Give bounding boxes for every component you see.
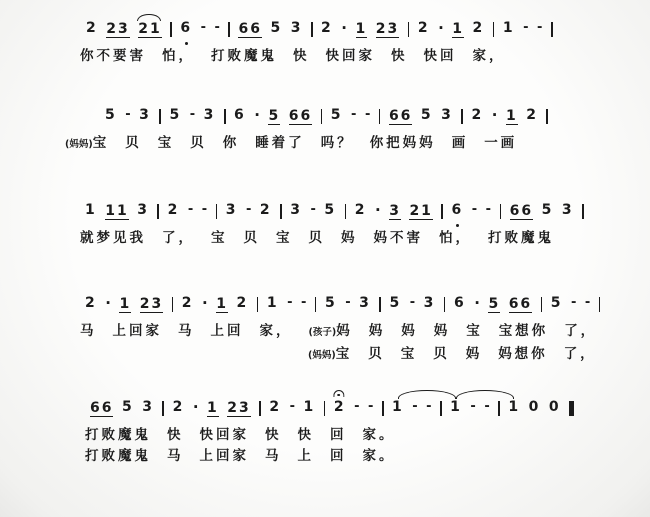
lyric-chunk: 妈	[465, 346, 483, 362]
barline	[599, 297, 601, 312]
note: 3	[290, 202, 302, 218]
notation-row	[85, 285, 650, 313]
lyric-chunk: 妈不害	[373, 230, 423, 246]
lyric-chunk: 妈想你	[498, 346, 548, 362]
barline	[280, 204, 282, 219]
barline	[379, 297, 381, 312]
note: 23	[139, 295, 164, 312]
lyric-chunk: 打败魔鬼	[85, 448, 151, 464]
note: 66	[509, 202, 534, 219]
lyric-chunk: 贝	[308, 230, 325, 246]
lyric-chunk: 了，	[563, 346, 597, 362]
barline	[162, 401, 164, 416]
barline	[551, 22, 553, 37]
barline	[170, 22, 172, 37]
barline	[216, 204, 218, 219]
lyric-chunk: 家。	[362, 427, 396, 443]
note: 3	[389, 202, 401, 219]
extension-dash: -	[470, 399, 476, 414]
note: 5	[330, 107, 343, 123]
barline	[546, 109, 548, 124]
lyric-chunk: 回	[330, 448, 347, 464]
lyric-chunk: 你	[222, 135, 240, 151]
lyric-chunk: 宝	[400, 346, 418, 362]
barline	[441, 204, 443, 219]
note: 66	[388, 107, 413, 124]
note: 1	[505, 107, 518, 124]
lyric-chunk: 马	[178, 323, 195, 339]
extension-dash: -	[289, 399, 296, 414]
note: 5	[324, 295, 337, 311]
extension-dash: -	[214, 20, 220, 35]
note: 2	[471, 107, 484, 123]
role-label: (孩子)	[308, 327, 337, 338]
note: 2	[167, 202, 180, 218]
extension-dash: -	[584, 295, 591, 310]
barline	[259, 401, 261, 416]
lyric-chunk: 上	[297, 448, 314, 464]
note: 2	[417, 20, 430, 36]
barline	[440, 401, 442, 416]
note: 23	[375, 20, 400, 37]
extension-dash: -	[187, 202, 194, 217]
note: 2	[321, 20, 333, 36]
note: 3	[423, 295, 436, 311]
music-system	[80, 192, 650, 247]
note: 2	[181, 295, 194, 311]
note: 1	[502, 20, 515, 36]
lyric-chunk: 贝	[433, 346, 450, 362]
note: 21	[409, 202, 433, 219]
note: 1	[452, 20, 465, 37]
extension-dash: -	[245, 202, 252, 217]
note: 5	[420, 107, 433, 123]
lyric-chunk: 一画	[484, 135, 518, 151]
augmentation-dot: ·	[491, 106, 498, 124]
note: 2	[269, 399, 282, 415]
note: 2	[172, 399, 185, 415]
barline	[408, 22, 410, 37]
extension-dash: -	[471, 202, 478, 217]
lyric-chunk: 你不要害	[80, 48, 146, 64]
augmentation-dot: ·	[341, 19, 347, 37]
lyric-chunk: 贝	[125, 135, 142, 151]
lyric-chunk: 妈	[341, 230, 358, 246]
barline	[345, 204, 347, 219]
lyric-chunk: 家，	[472, 48, 506, 64]
note: 2	[472, 20, 485, 36]
augmentation-dot: ·	[254, 106, 260, 124]
tie-arc	[398, 390, 456, 399]
note: 5	[324, 202, 337, 218]
note: 5	[268, 107, 281, 124]
fermata-icon	[333, 390, 344, 397]
lyric-row	[80, 322, 650, 342]
note: 3	[441, 107, 453, 123]
barline	[382, 401, 384, 416]
lyric-chunk: 宝想你	[498, 323, 549, 339]
extension-dash: -	[364, 107, 371, 122]
extension-dash: -	[412, 399, 418, 414]
extension-dash: -	[125, 107, 131, 122]
music-system	[80, 389, 650, 465]
lyric-chunk: 上回家	[199, 448, 249, 464]
barline	[500, 204, 502, 219]
barline	[498, 401, 500, 416]
note: 5	[541, 202, 554, 218]
note: 6	[180, 21, 192, 38]
barline	[311, 22, 313, 37]
lyric-chunk: 快	[293, 48, 310, 64]
lyric-chunk: 宝	[211, 230, 228, 246]
music-system	[80, 10, 650, 65]
augmentation-dot: ·	[192, 398, 199, 416]
lyric-chunk: 怕，	[439, 230, 472, 246]
note: 5	[105, 107, 117, 123]
note: 5	[169, 107, 182, 123]
lyric-chunk: 妈	[433, 323, 451, 339]
lyric-chunk: 宝	[157, 135, 175, 151]
extension-dash: -	[189, 107, 196, 122]
barline	[461, 109, 463, 124]
note: 2	[86, 20, 98, 36]
note: 1	[392, 399, 404, 415]
lyric-chunk: 打败魔鬼	[85, 427, 151, 443]
note: 1	[355, 20, 368, 37]
lyric-chunk: (妈妈)宝	[308, 346, 353, 362]
lyric-chunk: 宝	[466, 323, 483, 339]
lyric-chunk: 回	[330, 427, 347, 443]
extension-dash: -	[484, 399, 490, 414]
note: 2	[334, 400, 346, 417]
note: 3	[137, 202, 149, 218]
lyric-chunk: 快回家	[199, 427, 249, 443]
extension-dash: -	[287, 295, 293, 310]
music-system	[80, 285, 650, 365]
lyric-chunk: 你把妈妈	[369, 135, 436, 151]
extension-dash: -	[426, 399, 432, 414]
lyric-row	[80, 229, 650, 247]
note: 3	[290, 20, 303, 36]
note: 66	[288, 107, 313, 124]
extension-dash: -	[200, 20, 206, 35]
barline	[257, 297, 259, 312]
extension-dash: -	[310, 202, 316, 217]
extension-dash: -	[300, 295, 307, 310]
lyric-chunk: 打败魔鬼	[488, 230, 554, 246]
extension-dash: -	[201, 202, 208, 217]
note: 0	[528, 399, 541, 415]
note: 1	[508, 399, 521, 415]
lyric-chunk: 家，	[259, 323, 293, 339]
note: 66	[238, 20, 262, 37]
note: 3	[139, 107, 151, 123]
barline	[159, 109, 161, 124]
note: 1	[450, 399, 462, 415]
lyric-chunk: 吗？	[320, 135, 354, 151]
lyric-chunk: 快	[265, 427, 282, 443]
lyric-row	[85, 447, 650, 465]
note: 6	[234, 107, 246, 123]
lyric-chunk: 快回	[423, 48, 457, 64]
lyric-chunk: 马	[265, 448, 282, 464]
lyric-chunk: 了，	[564, 323, 598, 339]
note: 1	[85, 202, 97, 218]
lyric-chunk: 快	[391, 48, 408, 64]
note: 23	[106, 20, 130, 37]
lyric-chunk: 马	[167, 448, 184, 464]
role-label: (妈妈)	[308, 350, 336, 361]
barline	[493, 22, 495, 37]
note: 66	[90, 399, 114, 416]
final-barline	[569, 401, 574, 416]
note: 23	[227, 399, 251, 416]
barline	[315, 297, 317, 312]
lyric-chunk: 快回家	[325, 48, 375, 64]
note: 3	[203, 107, 216, 123]
augmentation-dot: ·	[105, 294, 111, 312]
barline	[379, 109, 381, 124]
lyric-chunk: 快	[167, 427, 184, 443]
note: 2	[526, 107, 538, 123]
lyric-chunk: 睡着了	[255, 135, 305, 151]
note: 1	[119, 295, 132, 312]
note: 2	[85, 295, 97, 311]
note: 1	[216, 295, 228, 312]
lyric-chunk: 就梦见我	[80, 230, 146, 246]
tie-arc	[456, 390, 514, 399]
role-label: (妈妈)	[65, 139, 93, 150]
lyric-chunk: 贝	[190, 135, 207, 151]
note: 0	[548, 399, 561, 415]
augmentation-dot: ·	[374, 201, 381, 219]
note: 5	[121, 399, 134, 415]
barline	[541, 297, 543, 312]
notation-row	[90, 389, 650, 417]
note: 6	[453, 295, 466, 311]
extension-dash: -	[354, 399, 360, 414]
lyric-row	[308, 345, 650, 365]
note: 2	[354, 202, 367, 218]
lyric-chunk: 画	[451, 135, 469, 151]
note: 1	[266, 295, 279, 311]
note: 3	[359, 295, 371, 311]
extension-dash: -	[571, 295, 577, 310]
note: 1	[303, 399, 316, 415]
lyric-chunk: 上回	[210, 323, 244, 339]
note: 3	[561, 202, 574, 218]
note: 3	[142, 399, 154, 415]
lyric-chunk: 宝	[276, 230, 293, 246]
lyric-row	[85, 426, 650, 444]
note: 5	[389, 295, 402, 311]
lyric-chunk: 了，	[162, 230, 195, 246]
lyric-chunk: 贝	[368, 346, 385, 362]
barline	[582, 204, 584, 219]
note: 2	[259, 202, 272, 218]
barline	[172, 297, 174, 312]
extension-dash: -	[409, 295, 416, 310]
barline	[157, 204, 159, 219]
lyric-chunk: 家。	[362, 448, 396, 464]
augmentation-dot: ·	[474, 294, 480, 312]
lyric-chunk: 马	[80, 323, 97, 339]
note: 3	[225, 202, 238, 218]
notation-row	[85, 192, 650, 220]
note: 5	[488, 295, 501, 312]
lyric-row	[65, 134, 650, 154]
note: 21	[138, 20, 162, 37]
barline	[224, 109, 226, 124]
barline	[444, 297, 446, 312]
low-octave-dot-icon	[185, 42, 188, 45]
augmentation-dot: ·	[202, 294, 208, 312]
lyric-chunk: 妈	[368, 323, 386, 339]
extension-dash: -	[368, 399, 374, 414]
extension-dash: -	[345, 295, 351, 310]
lyric-chunk: (孩子)妈	[308, 323, 353, 339]
notation-row	[86, 10, 650, 38]
lyric-chunk: (妈妈)宝	[65, 135, 110, 151]
lyric-chunk: 怕，	[162, 48, 195, 64]
notation-row	[105, 97, 650, 125]
extension-dash: -	[485, 202, 492, 217]
extension-dash: -	[351, 107, 357, 122]
note: 5	[270, 20, 283, 36]
note: 5	[550, 295, 563, 311]
barline	[324, 401, 326, 416]
note: 66	[508, 295, 533, 312]
note: 1	[207, 399, 219, 416]
note: 2	[236, 295, 249, 311]
lyric-chunk: 贝	[243, 230, 260, 246]
lyric-chunk: 打败魔鬼	[211, 48, 277, 64]
extension-dash: -	[523, 20, 529, 35]
barline	[228, 22, 230, 37]
music-system	[65, 97, 650, 154]
note: 6	[452, 203, 464, 220]
low-octave-dot-icon	[456, 224, 459, 227]
augmentation-dot: ·	[438, 19, 444, 37]
note: 11	[105, 202, 129, 219]
barline	[321, 109, 323, 124]
lyric-chunk: 快	[297, 427, 314, 443]
lyric-chunk: 上回家	[112, 323, 162, 339]
lyric-chunk: 妈	[401, 323, 418, 339]
extension-dash: -	[537, 20, 543, 35]
lyric-row	[80, 47, 650, 65]
